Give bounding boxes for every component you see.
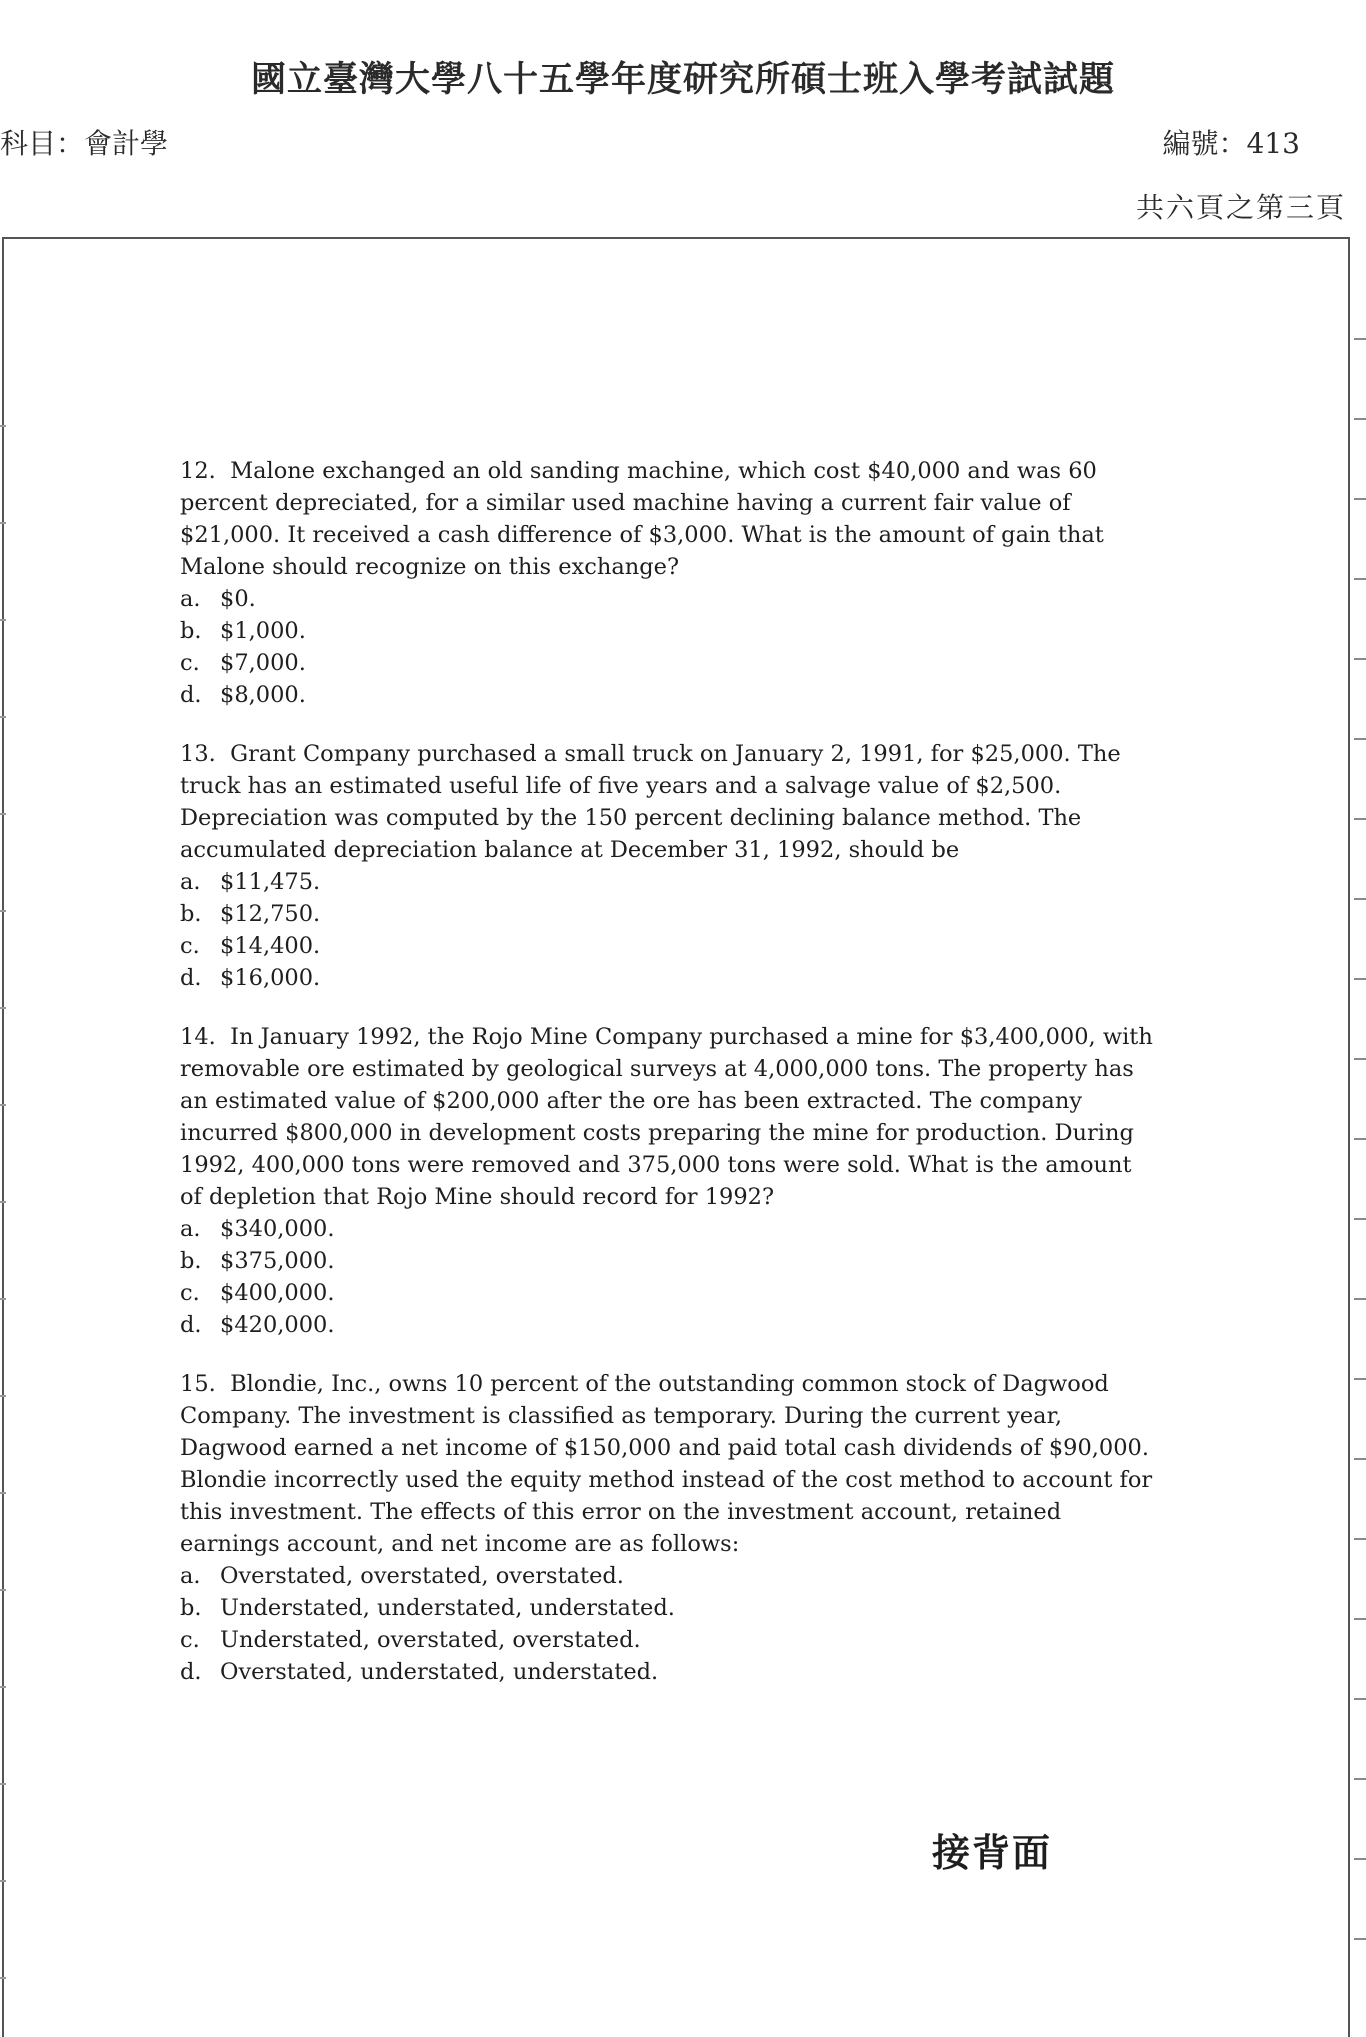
option-letter: c. — [180, 1627, 200, 1653]
option-b — [180, 615, 1160, 647]
option-d — [180, 962, 1160, 994]
option-list — [180, 1560, 1160, 1688]
option-letter: b. — [180, 1248, 202, 1274]
question-text: Malone exchanged an old sanding machine, which cost $40,000 and was 60 percent depreciated, for a similar used machine having a current fair value of $21,000. It received a cash difference of $3,000. What is the amount of gain that Malone should recognize on this exchange? — [180, 458, 1104, 580]
question-stem — [180, 1021, 1160, 1213]
question-15 — [180, 1368, 1160, 1688]
question-number: 12. — [180, 458, 216, 484]
option-list — [180, 866, 1160, 994]
question-12 — [180, 455, 1160, 711]
option-text: $375,000. — [220, 1248, 335, 1274]
question-number: 15. — [180, 1371, 216, 1397]
option-text: $340,000. — [220, 1216, 335, 1242]
option-text: Overstated, overstated, overstated. — [220, 1563, 624, 1589]
option-d — [180, 1656, 1160, 1688]
option-letter: d. — [180, 1312, 202, 1338]
exam-title: 國立臺灣大學八十五學年度研究所碩士班入學考試試題 — [250, 59, 1115, 100]
question-stem — [180, 1368, 1160, 1560]
option-text: $420,000. — [220, 1312, 335, 1338]
option-text: $1,000. — [220, 618, 306, 644]
option-b — [180, 898, 1160, 930]
continue-on-back-note: 接背面 — [932, 1830, 1053, 1875]
option-c — [180, 647, 1160, 679]
option-c — [180, 930, 1160, 962]
option-letter: d. — [180, 1659, 202, 1685]
option-text: Overstated, understated, understated. — [220, 1659, 659, 1685]
option-text: $16,000. — [220, 965, 321, 991]
option-text: Understated, understated, understated. — [220, 1595, 675, 1621]
option-d — [180, 1309, 1160, 1341]
option-letter: a. — [180, 1216, 201, 1242]
exam-code: 編號：413 — [1162, 127, 1300, 160]
option-b — [180, 1245, 1160, 1277]
question-number: 14. — [180, 1024, 216, 1050]
question-stem — [180, 455, 1160, 583]
option-list — [180, 583, 1160, 711]
option-letter: b. — [180, 618, 202, 644]
option-a — [180, 583, 1160, 615]
option-letter: c. — [180, 650, 200, 676]
option-a — [180, 1560, 1160, 1592]
option-letter: c. — [180, 1280, 200, 1306]
question-text: Grant Company purchased a small truck on January 2, 1991, for $25,000. The truck has an estimated useful life of five years and a salvage value of $2,500. Depreciation was computed by the 150 percent declining balance method. The accumulated depreciation balance at December 31, 1992, should be — [180, 741, 1121, 863]
left-edge-marks — [0, 330, 6, 1980]
option-text: $14,400. — [220, 933, 321, 959]
option-c — [180, 1624, 1160, 1656]
option-text: $12,750. — [220, 901, 321, 927]
option-letter: d. — [180, 965, 202, 991]
option-a — [180, 866, 1160, 898]
question-number: 13. — [180, 741, 216, 767]
option-list — [180, 1213, 1160, 1341]
option-letter: b. — [180, 1595, 202, 1621]
option-text: $11,475. — [220, 869, 321, 895]
option-letter: d. — [180, 682, 202, 708]
option-text: Understated, overstated, overstated. — [220, 1627, 641, 1653]
option-letter: a. — [180, 1563, 201, 1589]
option-a — [180, 1213, 1160, 1245]
option-letter: b. — [180, 901, 202, 927]
subject-label: 科目：會計學 — [0, 127, 169, 160]
option-b — [180, 1592, 1160, 1624]
option-text: $7,000. — [220, 650, 306, 676]
question-14 — [180, 1021, 1160, 1341]
option-letter: a. — [180, 869, 201, 895]
question-text: Blondie, Inc., owns 10 percent of the outstanding common stock of Dagwood Company. The investment is classified as temporary. During the current year, Dagwood earned a net income of $150,000 and paid total cash dividends of $90,000. Blondie incorrectly used the equity method instead of the cost method to account for this investment. The effects of this error on the investment account, retained earnings account, and net income are as follows: — [180, 1371, 1153, 1557]
option-c — [180, 1277, 1160, 1309]
page-info: 共六頁之第三頁 — [1135, 191, 1346, 224]
right-edge-marks — [1354, 260, 1366, 1960]
option-letter: c. — [180, 933, 200, 959]
option-text: $0. — [220, 586, 256, 612]
option-text: $8,000. — [220, 682, 306, 708]
option-text: $400,000. — [220, 1280, 335, 1306]
option-letter: a. — [180, 586, 201, 612]
question-stem — [180, 738, 1160, 866]
question-list — [180, 455, 1160, 1715]
question-text: In January 1992, the Rojo Mine Company purchased a mine for $3,400,000, with removable ore estimated by geological surveys at 4,000,000 tons. The property has an estimated value of $200,000 after the ore has been extracted. The company incurred $800,000 in development costs preparing the mine for production. During 1992, 400,000 tons were removed and 375,000 tons were sold. What is the amount of depletion that Rojo Mine should record for 1992? — [180, 1024, 1153, 1210]
option-d — [180, 679, 1160, 711]
question-13 — [180, 738, 1160, 994]
